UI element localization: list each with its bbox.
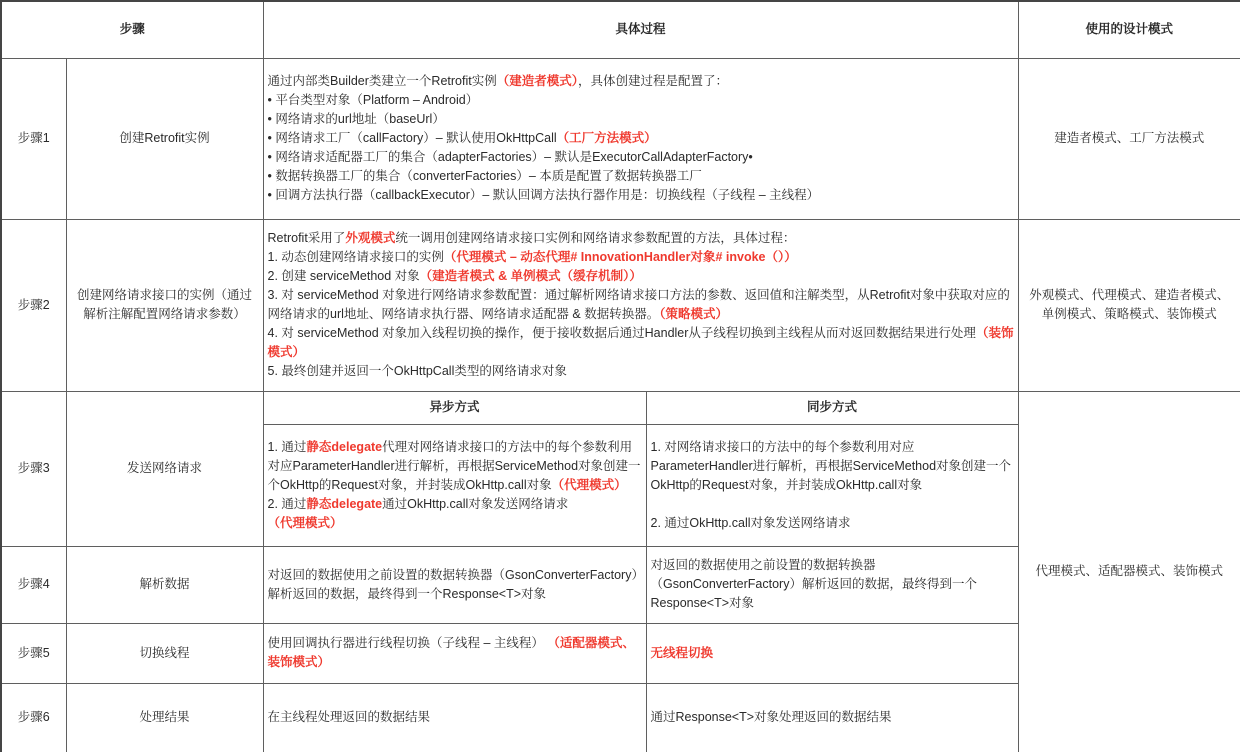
- step2-patterns-cell: 外观模式、代理模式、建造者模式、单例模式、策略模式、装饰模式: [1018, 219, 1240, 391]
- step6-async-cell: 在主线程处理返回的数据结果: [263, 683, 646, 752]
- header-step: 步骤: [1, 1, 263, 58]
- step3-number: 步骤3: [1, 391, 66, 546]
- steps3to6-patterns-cell: 代理模式、适配器模式、装饰模式: [1018, 391, 1240, 752]
- table-row-step1: [1, 58, 1240, 219]
- step1-number: 步骤1: [1, 58, 66, 219]
- step2-process-cell: Retrofit采用了外观模式统一调用创建网络请求接口实例和网络请求参数配置的方法，具体过程： 1. 动态创建网络请求接口的实例（代理模式 – 动态代理# InnovationHandler对象# invoke（）） 2. 创建 serviceMethod 对象（建造者模式 & 单例模式（缓存机制）） 3. 对 serviceMethod 对象进行网络请求参数配置：通过解析网络请求接口方法的参数、返回值和注解类型，从Retrofit对象中获取对应的网络请求的url地址、网络请求执行器、网络请求适配器 & 数据转换器。（策略模式） 4. 对 serviceMethod 对象加入线程切换的操作，便于接收数据后通过Handler从子线程切换到主线程从而对返回数据结果进行处理（装饰模式） 5. 最终创建并返回一个OkHttpCall类型的网络请求对象: [263, 219, 1018, 391]
- step3-name: 发送网络请求: [66, 391, 263, 546]
- step5-name: 切换线程: [66, 623, 263, 683]
- header-process: 具体过程: [263, 1, 1018, 58]
- step1-process-cell: 通过内部类Builder类建立一个Retrofit实例（建造者模式），具体创建过程是配置了： • 平台类型对象（Platform – Android） • 网络请求的url地址（baseUrl） • 网络请求工厂（callFactory）– 默认使用OkHttpCall（工厂方法模式） • 网络请求适配器工厂的集合（adapterFactories）– 默认是ExecutorCallAdapterFactory• • 数据转换器工厂的集合（converterFactories）– 本质是配置了数据转换器工厂 • 回调方法执行器（callbackExecutor）– 默认回调方法执行器作用是：切换线程（子线程 – 主线程）: [263, 58, 1018, 219]
- step5-number: 步骤5: [1, 623, 66, 683]
- step4-async-cell: 对返回的数据使用之前设置的数据转换器（GsonConverterFactory）解析返回的数据，最终得到一个Response<T>对象: [263, 546, 646, 623]
- step3-async-cell: 1. 通过静态delegate代理对网络请求接口的方法中的每个参数利用对应ParameterHandler进行解析，再根据ServiceMethod对象创建一个OkHttp的Request对象，并封装成OkHttp.call对象（代理模式） 2. 通过静态delegate通过OkHttp.call对象发送网络请求（代理模式）: [263, 424, 646, 546]
- step1-patterns-cell: 建造者模式、工厂方法模式: [1018, 58, 1240, 219]
- step4-number: 步骤4: [1, 546, 66, 623]
- step2-number: 步骤2: [1, 219, 66, 391]
- table-row-step3-subheader: [1, 391, 1240, 424]
- step4-sync-cell: 对返回的数据使用之前设置的数据转换器（GsonConverterFactory）解析返回的数据，最终得到一个Response<T>对象: [646, 546, 1018, 623]
- subheader-sync: 同步方式: [646, 391, 1018, 424]
- step4-name: 解析数据: [66, 546, 263, 623]
- step6-sync-cell: 通过Response<T>对象处理返回的数据结果: [646, 683, 1018, 752]
- step6-name: 处理结果: [66, 683, 263, 752]
- step5-sync-cell: 无线程切换: [646, 623, 1018, 683]
- step5-async-cell: 使用回调执行器进行线程切换（子线程 – 主线程） （适配器模式、装饰模式）: [263, 623, 646, 683]
- step2-name: 创建网络请求接口的实例（通过解析注解配置网络请求参数）: [66, 219, 263, 391]
- table-header-row: [1, 1, 1240, 58]
- step3-sync-cell: 1. 对网络请求接口的方法中的每个参数利用对应ParameterHandler进行解析，再根据ServiceMethod对象创建一个OkHttp的Request对象，并封装成OkHttp.call对象 2. 通过OkHttp.call对象发送网络请求: [646, 424, 1018, 546]
- step6-number: 步骤6: [1, 683, 66, 752]
- table-row-step2: [1, 219, 1240, 391]
- header-patterns: 使用的设计模式: [1018, 1, 1240, 58]
- step1-name: 创建Retrofit实例: [66, 58, 263, 219]
- subheader-async: 异步方式: [263, 391, 646, 424]
